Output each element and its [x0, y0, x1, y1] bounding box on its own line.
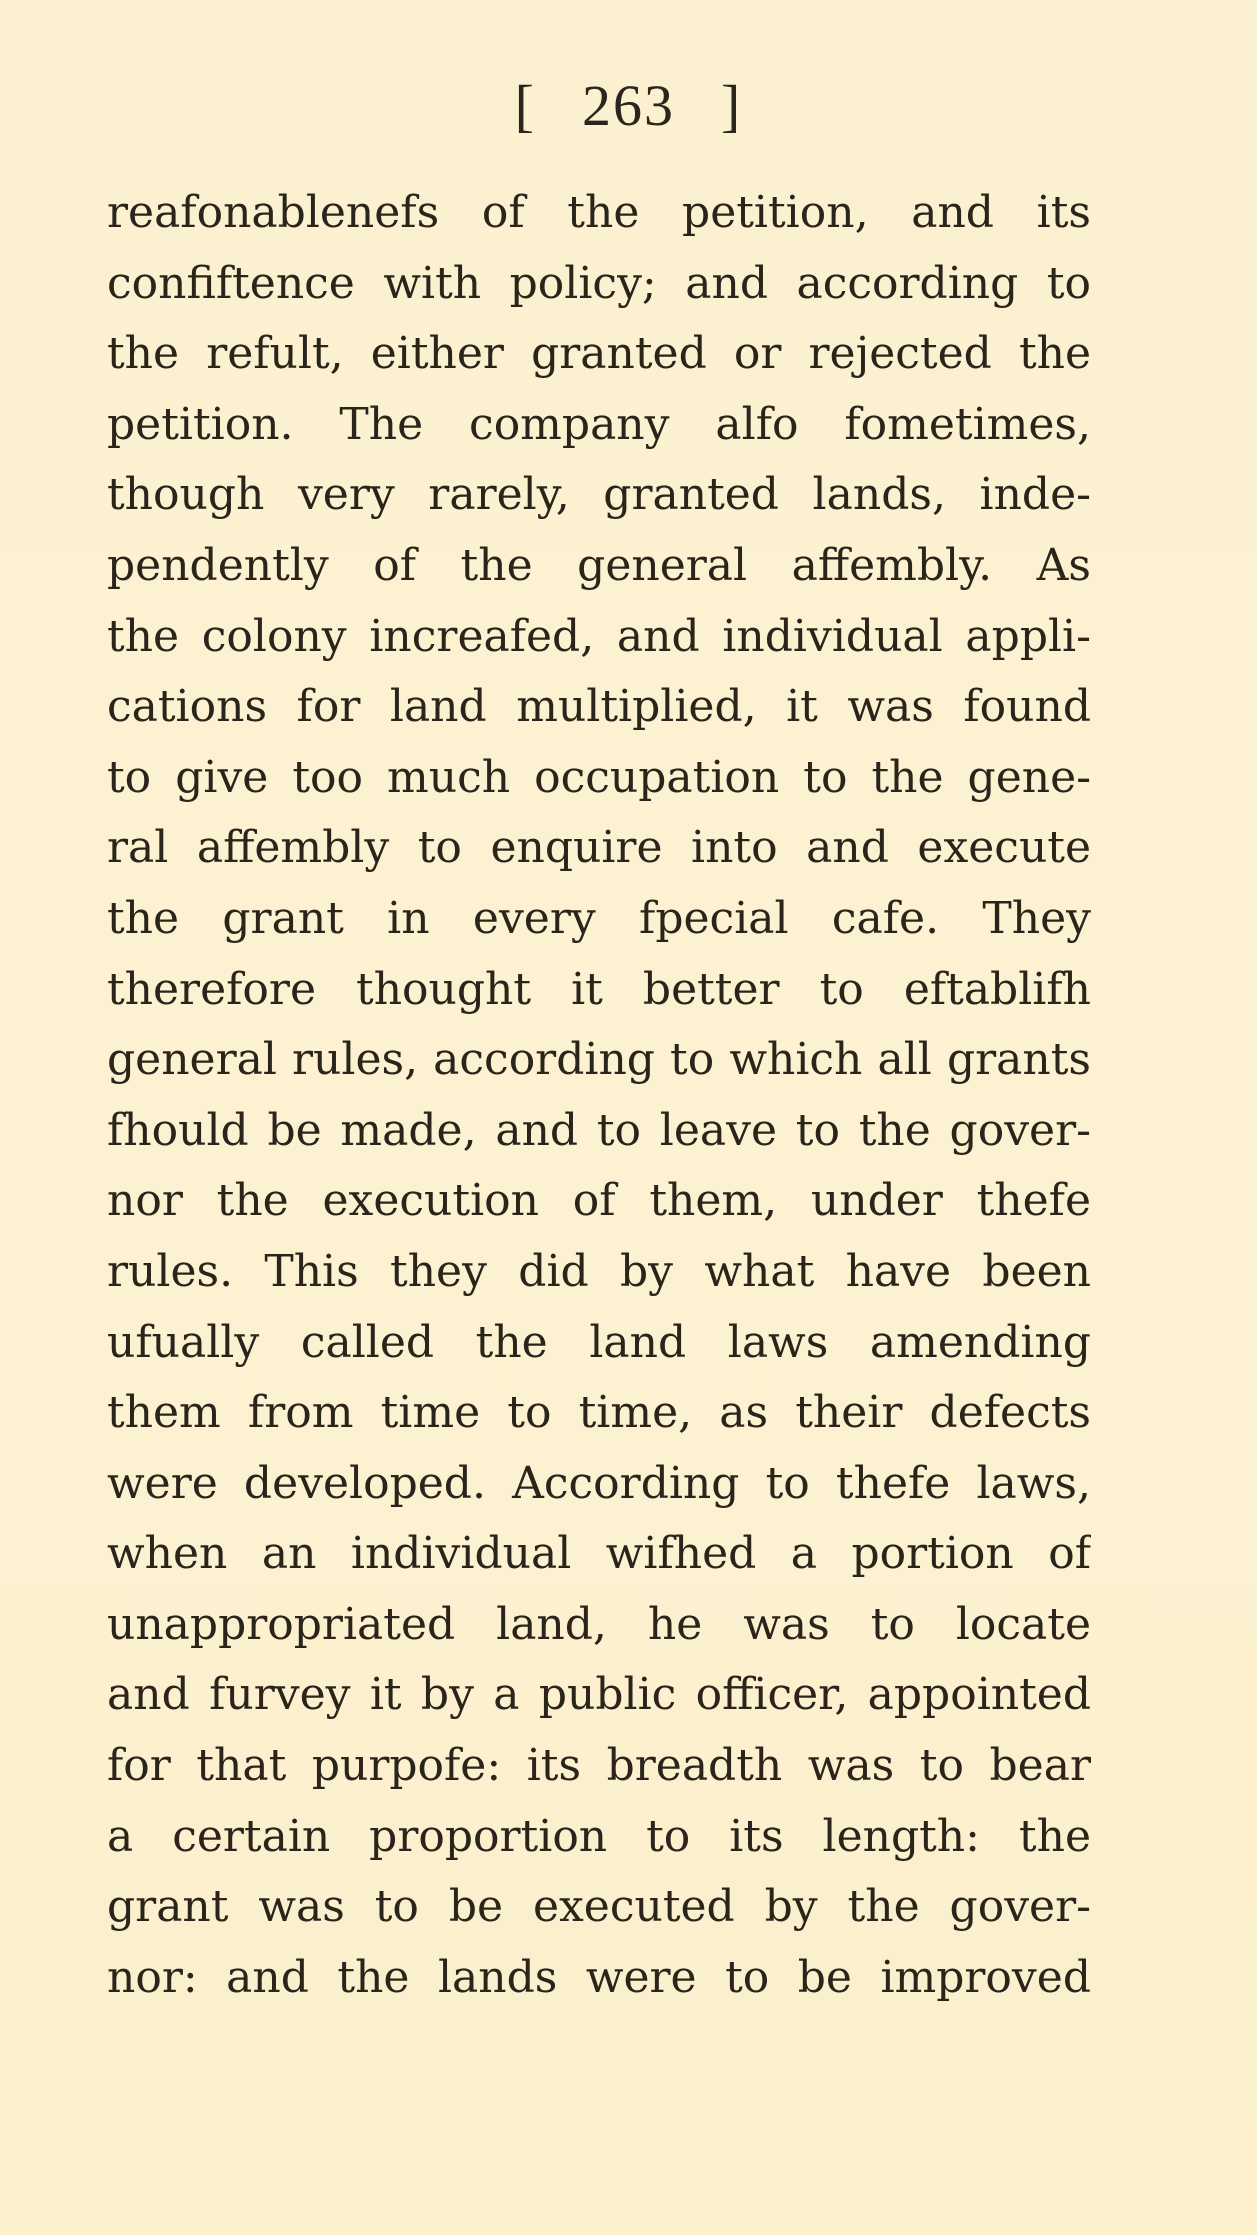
text-line: nor: and the lands were to be improved: [107, 1951, 1091, 2003]
text-line: rules. This they did by what have been: [107, 1245, 1091, 1297]
text-line: general rules, according to which all grants: [107, 1034, 1091, 1086]
text-line: them from time to time, as their defects: [107, 1387, 1091, 1439]
text-line: were developed. According to thefe laws,: [107, 1457, 1091, 1509]
text-line: to give too much occupation to the gene-: [107, 751, 1091, 803]
text-line: ral affembly to enquire into and execute: [107, 822, 1091, 874]
text-line: when an individual wifhed a portion of: [107, 1528, 1091, 1580]
text-line: though very rarely, granted lands, inde-: [107, 469, 1091, 521]
text-line: ufually called the land laws amending: [107, 1316, 1091, 1368]
text-line: therefore thought it better to eftablifh: [107, 963, 1091, 1015]
page-number: 263: [582, 73, 675, 138]
text-line: and furvey it by a public officer, appointed: [107, 1669, 1091, 1721]
text-line: pendently of the general affembly. As: [107, 539, 1091, 591]
text-line: cations for land multiplied, it was found: [107, 681, 1091, 733]
text-line: the grant in every fpecial cafe. They: [107, 892, 1091, 944]
right-bracket: ]: [721, 73, 743, 138]
text-line: grant was to be executed by the gover-: [107, 1881, 1091, 1933]
text-line: the colony increafed, and individual appli-: [107, 610, 1091, 662]
text-line: reafonablenefs of the petition, and its: [107, 187, 1091, 238]
page-header: [0, 72, 1257, 139]
text-line: nor the execution of them, under thefe: [107, 1175, 1091, 1227]
body-text: [107, 178, 1091, 2013]
text-line: a certain proportion to its length: the: [107, 1810, 1091, 1862]
text-line: unappropriated land, he was to locate: [107, 1598, 1091, 1650]
text-line: petition. The company alfo fometimes,: [107, 398, 1091, 450]
text-line: the refult, either granted or rejected the: [107, 328, 1091, 380]
left-bracket: [: [514, 73, 536, 138]
text-line: fhould be made, and to leave to the gover-: [107, 1104, 1091, 1156]
text-line: confiftence with policy; and according to: [107, 257, 1091, 309]
text-line: for that purpofe: its breadth was to bear: [107, 1740, 1091, 1792]
